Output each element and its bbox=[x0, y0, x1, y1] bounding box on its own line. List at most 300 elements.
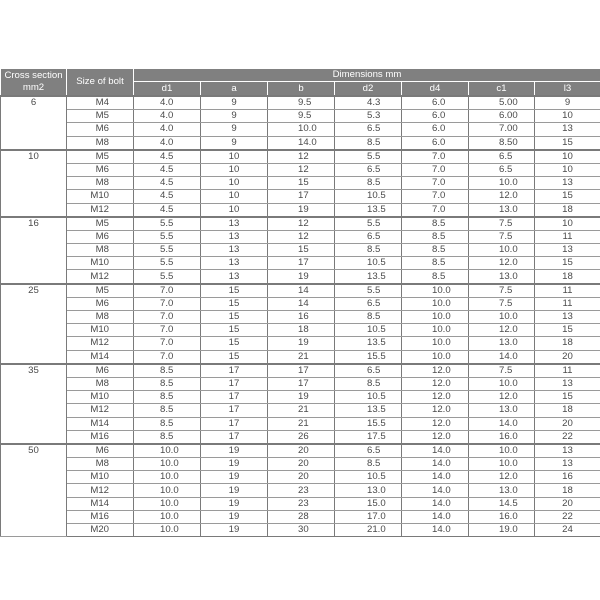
d4-cell: 10.0 bbox=[402, 284, 469, 298]
b-cell: 17 bbox=[268, 257, 335, 270]
bolt-size-cell: M12 bbox=[67, 484, 134, 497]
a-cell: 17 bbox=[201, 391, 268, 404]
column-header-d2: d2 bbox=[335, 82, 402, 96]
d1-cell: 10.0 bbox=[134, 510, 201, 523]
l3-cell: 18 bbox=[535, 484, 600, 497]
b-cell: 19 bbox=[268, 391, 335, 404]
bolt-size-cell: M14 bbox=[67, 350, 134, 364]
b-cell: 17 bbox=[268, 190, 335, 203]
b-cell: 15 bbox=[268, 177, 335, 190]
l3-cell: 10 bbox=[535, 110, 600, 123]
l3-cell: 18 bbox=[535, 337, 600, 350]
column-header-b: b bbox=[268, 82, 335, 96]
d4-cell: 14.0 bbox=[402, 444, 469, 458]
a-cell: 19 bbox=[201, 497, 268, 510]
bolt-size-cell: M10 bbox=[67, 391, 134, 404]
table-row bbox=[1, 297, 600, 310]
bolt-size-cell: M6 bbox=[67, 444, 134, 458]
table-row bbox=[1, 284, 600, 298]
bolt-size-cell: M5 bbox=[67, 284, 134, 298]
d2-cell: 15.0 bbox=[335, 497, 402, 510]
d1-cell: 4.5 bbox=[134, 163, 201, 176]
c1-cell: 6.5 bbox=[469, 163, 535, 176]
dimensions-table bbox=[0, 68, 600, 537]
cross-section-cell: 16 bbox=[1, 217, 67, 284]
d2-cell: 13.5 bbox=[335, 270, 402, 284]
size-of-bolt-header: Size of bolt bbox=[67, 69, 134, 97]
l3-cell: 15 bbox=[535, 190, 600, 203]
c1-cell: 10.0 bbox=[469, 458, 535, 471]
b-cell: 19 bbox=[268, 337, 335, 350]
d2-cell: 10.5 bbox=[335, 257, 402, 270]
a-cell: 10 bbox=[201, 150, 268, 164]
l3-cell: 13 bbox=[535, 123, 600, 136]
table-row bbox=[1, 150, 600, 164]
c1-cell: 14.5 bbox=[469, 497, 535, 510]
c1-cell: 10.0 bbox=[469, 244, 535, 257]
c1-cell: 13.0 bbox=[469, 203, 535, 217]
c1-cell: 10.0 bbox=[469, 377, 535, 390]
table-row bbox=[1, 404, 600, 417]
a-cell: 15 bbox=[201, 350, 268, 364]
d2-cell: 8.5 bbox=[335, 458, 402, 471]
c1-cell: 12.0 bbox=[469, 391, 535, 404]
a-cell: 9 bbox=[201, 110, 268, 123]
d4-cell: 7.0 bbox=[402, 150, 469, 164]
d2-cell: 8.5 bbox=[335, 377, 402, 390]
d2-cell: 10.5 bbox=[335, 471, 402, 484]
d4-cell: 7.0 bbox=[402, 177, 469, 190]
d4-cell: 7.0 bbox=[402, 203, 469, 217]
c1-cell: 12.0 bbox=[469, 190, 535, 203]
column-header-l3: l3 bbox=[535, 82, 600, 96]
b-cell: 12 bbox=[268, 150, 335, 164]
d1-cell: 10.0 bbox=[134, 524, 201, 537]
c1-cell: 6.5 bbox=[469, 150, 535, 164]
d2-cell: 8.5 bbox=[335, 177, 402, 190]
d2-cell: 13.5 bbox=[335, 404, 402, 417]
b-cell: 21 bbox=[268, 417, 335, 430]
table-row bbox=[1, 484, 600, 497]
d2-cell: 10.5 bbox=[335, 391, 402, 404]
d4-cell: 6.0 bbox=[402, 136, 469, 150]
l3-cell: 10 bbox=[535, 163, 600, 176]
a-cell: 19 bbox=[201, 471, 268, 484]
c1-cell: 16.0 bbox=[469, 510, 535, 523]
bolt-size-cell: M12 bbox=[67, 203, 134, 217]
a-cell: 9 bbox=[201, 136, 268, 150]
table-row bbox=[1, 430, 600, 444]
table-row bbox=[1, 257, 600, 270]
table-row bbox=[1, 203, 600, 217]
b-cell: 19 bbox=[268, 203, 335, 217]
b-cell: 23 bbox=[268, 497, 335, 510]
d2-cell: 10.5 bbox=[335, 190, 402, 203]
l3-cell: 15 bbox=[535, 136, 600, 150]
c1-cell: 5.00 bbox=[469, 96, 535, 110]
b-cell: 20 bbox=[268, 444, 335, 458]
c1-cell: 7.5 bbox=[469, 297, 535, 310]
cross-section-cell: 25 bbox=[1, 284, 67, 364]
table-row bbox=[1, 497, 600, 510]
d1-cell: 10.0 bbox=[134, 484, 201, 497]
a-cell: 17 bbox=[201, 364, 268, 378]
d1-cell: 10.0 bbox=[134, 471, 201, 484]
table-row bbox=[1, 524, 600, 537]
a-cell: 17 bbox=[201, 377, 268, 390]
d1-cell: 4.0 bbox=[134, 110, 201, 123]
d4-cell: 8.5 bbox=[402, 270, 469, 284]
d2-cell: 13.5 bbox=[335, 337, 402, 350]
a-cell: 17 bbox=[201, 404, 268, 417]
d4-cell: 12.0 bbox=[402, 364, 469, 378]
d1-cell: 7.0 bbox=[134, 350, 201, 364]
bolt-size-cell: M10 bbox=[67, 257, 134, 270]
d2-cell: 13.0 bbox=[335, 484, 402, 497]
table-row bbox=[1, 96, 600, 110]
a-cell: 15 bbox=[201, 324, 268, 337]
table-row bbox=[1, 217, 600, 231]
d2-cell: 8.5 bbox=[335, 136, 402, 150]
b-cell: 21 bbox=[268, 404, 335, 417]
table-row bbox=[1, 350, 600, 364]
c1-cell: 13.0 bbox=[469, 337, 535, 350]
d1-cell: 7.0 bbox=[134, 324, 201, 337]
cross-section-cell: 10 bbox=[1, 150, 67, 217]
d4-cell: 6.0 bbox=[402, 123, 469, 136]
d1-cell: 7.0 bbox=[134, 284, 201, 298]
b-cell: 17 bbox=[268, 377, 335, 390]
bolt-size-cell: M6 bbox=[67, 163, 134, 176]
bolt-size-cell: M8 bbox=[67, 177, 134, 190]
bolt-size-cell: M8 bbox=[67, 244, 134, 257]
d4-cell: 7.0 bbox=[402, 190, 469, 203]
l3-cell: 13 bbox=[535, 244, 600, 257]
table-row bbox=[1, 177, 600, 190]
d2-cell: 4.3 bbox=[335, 96, 402, 110]
c1-cell: 10.0 bbox=[469, 444, 535, 458]
table-row bbox=[1, 270, 600, 284]
l3-cell: 13 bbox=[535, 177, 600, 190]
bolt-size-cell: M8 bbox=[67, 377, 134, 390]
bolt-size-cell: M5 bbox=[67, 217, 134, 231]
l3-cell: 11 bbox=[535, 230, 600, 243]
a-cell: 15 bbox=[201, 297, 268, 310]
a-cell: 19 bbox=[201, 524, 268, 537]
table-row bbox=[1, 377, 600, 390]
l3-cell: 11 bbox=[535, 364, 600, 378]
d2-cell: 6.5 bbox=[335, 297, 402, 310]
a-cell: 9 bbox=[201, 96, 268, 110]
a-cell: 13 bbox=[201, 270, 268, 284]
cross-section-cell: 35 bbox=[1, 364, 67, 444]
a-cell: 13 bbox=[201, 244, 268, 257]
l3-cell: 22 bbox=[535, 510, 600, 523]
c1-cell: 14.0 bbox=[469, 350, 535, 364]
d4-cell: 7.0 bbox=[402, 163, 469, 176]
b-cell: 14 bbox=[268, 284, 335, 298]
d4-cell: 10.0 bbox=[402, 297, 469, 310]
a-cell: 19 bbox=[201, 458, 268, 471]
d2-cell: 6.5 bbox=[335, 444, 402, 458]
d1-cell: 5.5 bbox=[134, 244, 201, 257]
a-cell: 17 bbox=[201, 417, 268, 430]
c1-cell: 13.0 bbox=[469, 270, 535, 284]
a-cell: 10 bbox=[201, 190, 268, 203]
d4-cell: 14.0 bbox=[402, 497, 469, 510]
d1-cell: 4.0 bbox=[134, 123, 201, 136]
d1-cell: 5.5 bbox=[134, 257, 201, 270]
bolt-size-cell: M14 bbox=[67, 497, 134, 510]
bolt-size-cell: M10 bbox=[67, 190, 134, 203]
l3-cell: 24 bbox=[535, 524, 600, 537]
l3-cell: 20 bbox=[535, 350, 600, 364]
b-cell: 9.5 bbox=[268, 96, 335, 110]
d2-cell: 5.5 bbox=[335, 284, 402, 298]
table-row bbox=[1, 163, 600, 176]
l3-cell: 22 bbox=[535, 430, 600, 444]
a-cell: 15 bbox=[201, 337, 268, 350]
a-cell: 10 bbox=[201, 177, 268, 190]
c1-cell: 7.5 bbox=[469, 364, 535, 378]
d1-cell: 4.5 bbox=[134, 150, 201, 164]
b-cell: 28 bbox=[268, 510, 335, 523]
l3-cell: 15 bbox=[535, 391, 600, 404]
l3-cell: 18 bbox=[535, 404, 600, 417]
table-row bbox=[1, 110, 600, 123]
bolt-size-cell: M8 bbox=[67, 458, 134, 471]
b-cell: 26 bbox=[268, 430, 335, 444]
bolt-size-cell: M14 bbox=[67, 417, 134, 430]
bolt-size-cell: M12 bbox=[67, 337, 134, 350]
l3-cell: 15 bbox=[535, 257, 600, 270]
b-cell: 14.0 bbox=[268, 136, 335, 150]
d2-cell: 5.5 bbox=[335, 150, 402, 164]
bolt-size-cell: M16 bbox=[67, 510, 134, 523]
b-cell: 20 bbox=[268, 458, 335, 471]
d4-cell: 14.0 bbox=[402, 458, 469, 471]
bolt-size-cell: M4 bbox=[67, 96, 134, 110]
b-cell: 9.5 bbox=[268, 110, 335, 123]
a-cell: 19 bbox=[201, 444, 268, 458]
l3-cell: 20 bbox=[535, 417, 600, 430]
c1-cell: 10.0 bbox=[469, 177, 535, 190]
d1-cell: 10.0 bbox=[134, 458, 201, 471]
d1-cell: 5.5 bbox=[134, 270, 201, 284]
bolt-size-cell: M6 bbox=[67, 297, 134, 310]
a-cell: 13 bbox=[201, 257, 268, 270]
c1-cell: 7.5 bbox=[469, 217, 535, 231]
d2-cell: 10.5 bbox=[335, 324, 402, 337]
d2-cell: 21.0 bbox=[335, 524, 402, 537]
d1-cell: 8.5 bbox=[134, 377, 201, 390]
bolt-size-cell: M20 bbox=[67, 524, 134, 537]
c1-cell: 16.0 bbox=[469, 430, 535, 444]
b-cell: 14 bbox=[268, 297, 335, 310]
l3-cell: 10 bbox=[535, 217, 600, 231]
dimensions-header: Dimensions mm bbox=[134, 69, 600, 82]
cross-section-cell: 6 bbox=[1, 96, 67, 150]
d4-cell: 8.5 bbox=[402, 217, 469, 231]
d2-cell: 6.5 bbox=[335, 230, 402, 243]
d2-cell: 6.5 bbox=[335, 123, 402, 136]
d2-cell: 17.5 bbox=[335, 430, 402, 444]
a-cell: 15 bbox=[201, 284, 268, 298]
c1-cell: 7.5 bbox=[469, 230, 535, 243]
d1-cell: 4.0 bbox=[134, 96, 201, 110]
bolt-size-cell: M8 bbox=[67, 311, 134, 324]
d4-cell: 12.0 bbox=[402, 430, 469, 444]
d1-cell: 8.5 bbox=[134, 391, 201, 404]
d4-cell: 14.0 bbox=[402, 510, 469, 523]
c1-cell: 7.5 bbox=[469, 284, 535, 298]
c1-cell: 14.0 bbox=[469, 417, 535, 430]
d4-cell: 6.0 bbox=[402, 110, 469, 123]
bolt-size-cell: M8 bbox=[67, 136, 134, 150]
d1-cell: 5.5 bbox=[134, 230, 201, 243]
d4-cell: 8.5 bbox=[402, 230, 469, 243]
b-cell: 16 bbox=[268, 311, 335, 324]
d2-cell: 8.5 bbox=[335, 311, 402, 324]
l3-cell: 11 bbox=[535, 284, 600, 298]
b-cell: 12 bbox=[268, 217, 335, 231]
table-row bbox=[1, 324, 600, 337]
d1-cell: 4.0 bbox=[134, 136, 201, 150]
d1-cell: 8.5 bbox=[134, 430, 201, 444]
b-cell: 19 bbox=[268, 270, 335, 284]
l3-cell: 16 bbox=[535, 471, 600, 484]
d2-cell: 6.5 bbox=[335, 163, 402, 176]
d4-cell: 8.5 bbox=[402, 257, 469, 270]
l3-cell: 15 bbox=[535, 324, 600, 337]
table-row bbox=[1, 458, 600, 471]
d1-cell: 8.5 bbox=[134, 404, 201, 417]
bolt-size-cell: M10 bbox=[67, 471, 134, 484]
d4-cell: 12.0 bbox=[402, 404, 469, 417]
d4-cell: 6.0 bbox=[402, 96, 469, 110]
bolt-size-cell: M6 bbox=[67, 364, 134, 378]
b-cell: 12 bbox=[268, 163, 335, 176]
d1-cell: 7.0 bbox=[134, 297, 201, 310]
l3-cell: 13 bbox=[535, 458, 600, 471]
column-header-d1: d1 bbox=[134, 82, 201, 96]
a-cell: 15 bbox=[201, 311, 268, 324]
d4-cell: 14.0 bbox=[402, 471, 469, 484]
d2-cell: 15.5 bbox=[335, 350, 402, 364]
a-cell: 19 bbox=[201, 484, 268, 497]
table-row bbox=[1, 123, 600, 136]
c1-cell: 7.00 bbox=[469, 123, 535, 136]
column-header-a: a bbox=[201, 82, 268, 96]
d2-cell: 13.5 bbox=[335, 203, 402, 217]
d4-cell: 10.0 bbox=[402, 311, 469, 324]
c1-cell: 10.0 bbox=[469, 311, 535, 324]
b-cell: 23 bbox=[268, 484, 335, 497]
d1-cell: 10.0 bbox=[134, 497, 201, 510]
d2-cell: 8.5 bbox=[335, 244, 402, 257]
d4-cell: 10.0 bbox=[402, 350, 469, 364]
c1-cell: 13.0 bbox=[469, 484, 535, 497]
cross-section-header: Cross section mm2 bbox=[1, 69, 67, 97]
c1-cell: 12.0 bbox=[469, 324, 535, 337]
d2-cell: 15.5 bbox=[335, 417, 402, 430]
bolt-size-cell: M6 bbox=[67, 230, 134, 243]
d4-cell: 10.0 bbox=[402, 337, 469, 350]
d1-cell: 5.5 bbox=[134, 217, 201, 231]
d4-cell: 12.0 bbox=[402, 391, 469, 404]
d2-cell: 6.5 bbox=[335, 364, 402, 378]
c1-cell: 19.0 bbox=[469, 524, 535, 537]
table-row bbox=[1, 444, 600, 458]
bolt-size-cell: M16 bbox=[67, 430, 134, 444]
l3-cell: 18 bbox=[535, 270, 600, 284]
a-cell: 19 bbox=[201, 510, 268, 523]
d1-cell: 7.0 bbox=[134, 311, 201, 324]
table-row bbox=[1, 190, 600, 203]
d4-cell: 12.0 bbox=[402, 417, 469, 430]
d1-cell: 4.5 bbox=[134, 203, 201, 217]
bolt-size-cell: M5 bbox=[67, 150, 134, 164]
table-row bbox=[1, 471, 600, 484]
a-cell: 13 bbox=[201, 230, 268, 243]
l3-cell: 11 bbox=[535, 297, 600, 310]
cross-section-cell: 50 bbox=[1, 444, 67, 537]
a-cell: 17 bbox=[201, 430, 268, 444]
l3-cell: 13 bbox=[535, 444, 600, 458]
d4-cell: 8.5 bbox=[402, 244, 469, 257]
l3-cell: 9 bbox=[535, 96, 600, 110]
d1-cell: 7.0 bbox=[134, 337, 201, 350]
b-cell: 17 bbox=[268, 364, 335, 378]
d1-cell: 8.5 bbox=[134, 364, 201, 378]
b-cell: 10.0 bbox=[268, 123, 335, 136]
d2-cell: 5.5 bbox=[335, 217, 402, 231]
l3-cell: 10 bbox=[535, 150, 600, 164]
table-row bbox=[1, 230, 600, 243]
d4-cell: 12.0 bbox=[402, 377, 469, 390]
bolt-size-cell: M12 bbox=[67, 270, 134, 284]
bolt-size-cell: M5 bbox=[67, 110, 134, 123]
d2-cell: 5.3 bbox=[335, 110, 402, 123]
b-cell: 21 bbox=[268, 350, 335, 364]
d1-cell: 4.5 bbox=[134, 190, 201, 203]
b-cell: 30 bbox=[268, 524, 335, 537]
c1-cell: 12.0 bbox=[469, 257, 535, 270]
table-row bbox=[1, 510, 600, 523]
d4-cell: 10.0 bbox=[402, 324, 469, 337]
b-cell: 15 bbox=[268, 244, 335, 257]
b-cell: 12 bbox=[268, 230, 335, 243]
table-row bbox=[1, 391, 600, 404]
l3-cell: 13 bbox=[535, 377, 600, 390]
d1-cell: 8.5 bbox=[134, 417, 201, 430]
bolt-size-cell: M12 bbox=[67, 404, 134, 417]
column-header-d4: d4 bbox=[402, 82, 469, 96]
c1-cell: 6.00 bbox=[469, 110, 535, 123]
column-header-c1: c1 bbox=[469, 82, 535, 96]
d4-cell: 14.0 bbox=[402, 524, 469, 537]
b-cell: 18 bbox=[268, 324, 335, 337]
d2-cell: 17.0 bbox=[335, 510, 402, 523]
table-row bbox=[1, 337, 600, 350]
l3-cell: 18 bbox=[535, 203, 600, 217]
a-cell: 9 bbox=[201, 123, 268, 136]
c1-cell: 13.0 bbox=[469, 404, 535, 417]
table-row bbox=[1, 311, 600, 324]
table-row bbox=[1, 364, 600, 378]
table-row bbox=[1, 244, 600, 257]
bolt-size-cell: M6 bbox=[67, 123, 134, 136]
